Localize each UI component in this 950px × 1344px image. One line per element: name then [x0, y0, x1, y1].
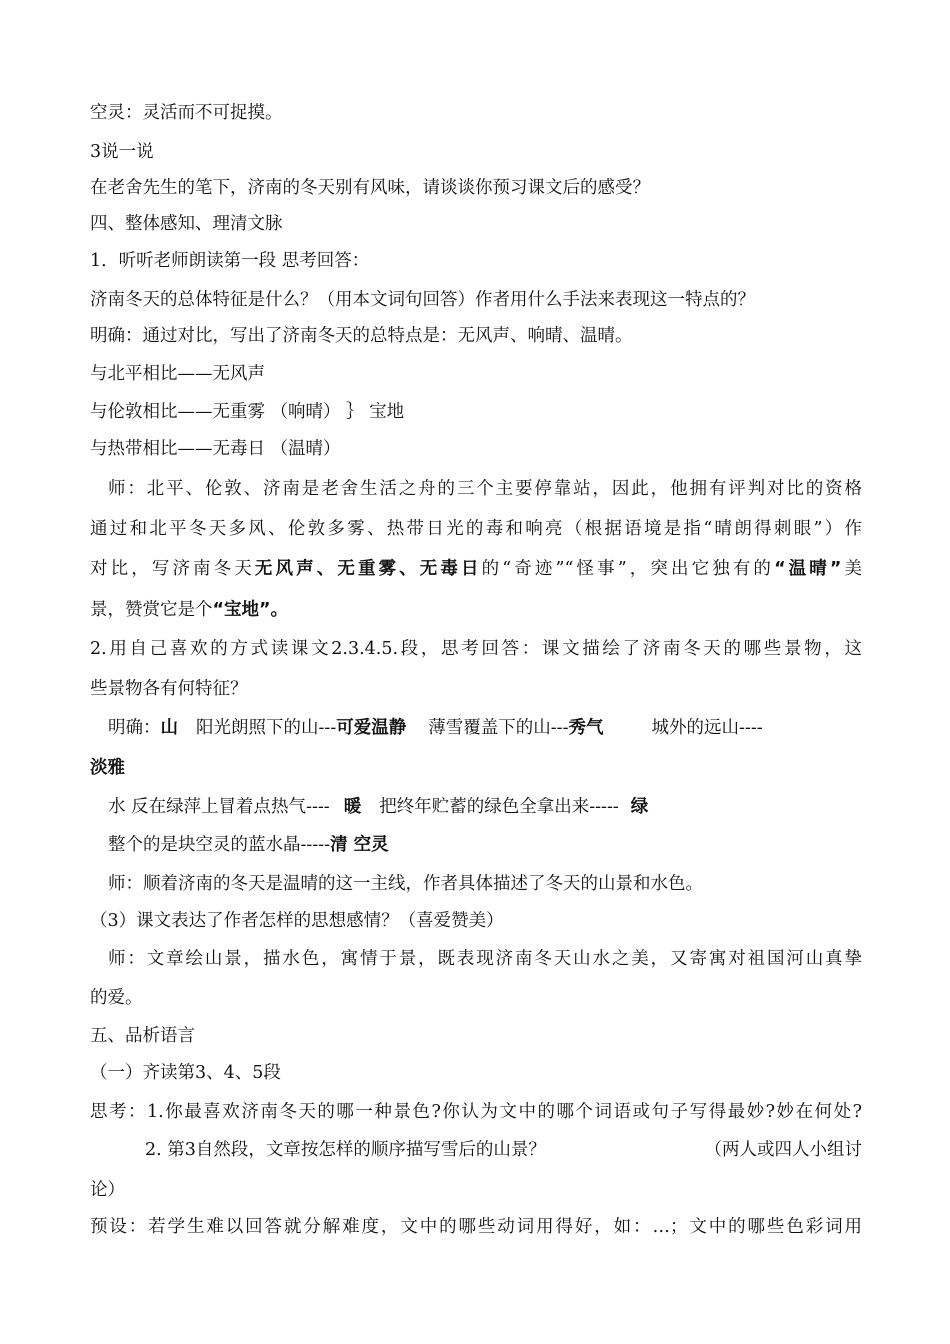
- text-line: [108, 795, 648, 819]
- text-run: 城外的远山----: [651, 718, 763, 738]
- text-run: 阳光朗照下的山---: [196, 718, 337, 738]
- bold-text: 可爱温静: [336, 718, 407, 738]
- text-line: 些景物各有何特征？: [90, 679, 248, 699]
- bold-text: 绿: [630, 797, 649, 817]
- text-run: 对比，写济南冬天: [90, 559, 255, 579]
- text-line: 济南冬天的总体特征是什么？（用本文词句回答）作者用什么手法来表现这一特点的？: [90, 290, 755, 310]
- text-line: 师：北平、伦敦、济南是老舍生活之舟的三个主要停靠站，因此，他拥有评判对比的资格: [108, 479, 862, 499]
- text-run: 的“奇迹”“怪事”，突出它独有的: [481, 559, 775, 579]
- text-line: [90, 598, 288, 622]
- section-heading: 四、整体感知、理清文脉: [90, 214, 283, 234]
- text-line: [145, 1138, 862, 1162]
- text-run: 整个的是块空灵的蓝水晶-----: [108, 835, 331, 855]
- text-line: 空灵：灵活而不可捉摸。: [90, 103, 283, 123]
- text-run: 水 反在绿萍上冒着点热气----: [108, 797, 330, 817]
- text-run: 美: [841, 559, 863, 579]
- text-line: 思考：1.你最喜欢济南冬天的哪一种景色?你认为文中的哪个词语或句子写得最妙?妙在何处?: [90, 1102, 862, 1122]
- text-line: 师：文章绘山景，描水色，寓情于景，既表现济南冬天山水之美，又寄寓对祖国河山真挚: [108, 949, 862, 969]
- text-line: 论）: [90, 1180, 125, 1200]
- text-run: 薄雪覆盖下的山---: [428, 718, 569, 738]
- bold-text: 暖: [343, 797, 362, 817]
- bold-text: 淡雅: [90, 758, 125, 778]
- text-line: （一）齐读第3、4、5段: [90, 1063, 281, 1083]
- text-line: 通过和北平冬天多风、伦敦多雾、热带日光的毒和响亮（根据语境是指“晴朗得刺眼”）作: [90, 519, 862, 539]
- text-run: （两人或四人小组讨: [704, 1140, 862, 1160]
- bold-text: 山: [160, 718, 178, 738]
- text-run: 2. 第3自然段，文章按怎样的顺序描写雪后的山景？: [145, 1140, 546, 1160]
- text-run: 明确：: [108, 718, 161, 738]
- text-line: 的爱。: [90, 988, 143, 1008]
- bold-text: “温晴”: [774, 559, 842, 579]
- text-run: 景，赞赏它是个: [90, 600, 213, 620]
- bold-text: 清 空灵: [330, 835, 389, 855]
- text-line: 3说一说: [90, 142, 154, 162]
- text-line: 在老舍先生的笔下，济南的冬天别有风味，请谈谈你预习课文后的感受？: [90, 178, 650, 198]
- text-line: [90, 557, 862, 581]
- text-line: 1．听听老师朗读第一段 思考回答：: [90, 251, 370, 271]
- text-line: [108, 716, 763, 740]
- bold-text: 无风声、无重雾、无毒日: [254, 559, 482, 579]
- text-line: 明确：通过对比，写出了济南冬天的总特点是：无风声、响晴、温晴。: [90, 326, 633, 346]
- text-line: 与北平相比——无风声: [90, 364, 265, 384]
- text-line: 预设：若学生难以回答就分解难度，文中的哪些动词用得好，如：…；文中的哪些色彩词用: [90, 1217, 862, 1237]
- text-run: 把终年贮蓄的绿色全拿出来-----: [379, 797, 619, 817]
- text-line: 与热带相比——无毒日 （温晴）: [90, 439, 341, 459]
- bold-text: 秀气: [568, 718, 604, 738]
- text-line: 师：顺着济南的冬天是温晴的这一主线，作者具体描述了冬天的山景和水色。: [108, 874, 703, 894]
- text-line: （3）课文表达了作者怎样的思想感情？（喜爱赞美）: [90, 911, 504, 931]
- text-line: 2.用自己喜欢的方式读课文2.3.4.5.段，思考回答：课文描绘了济南冬天的哪些景物，这: [90, 639, 862, 659]
- text-line: 与伦敦相比——无重雾 （响晴） ｝ 宝地: [90, 402, 405, 422]
- bold-text: “宝地”。: [212, 600, 289, 620]
- text-line: [108, 833, 389, 857]
- section-heading: 五、品析语言: [90, 1026, 195, 1046]
